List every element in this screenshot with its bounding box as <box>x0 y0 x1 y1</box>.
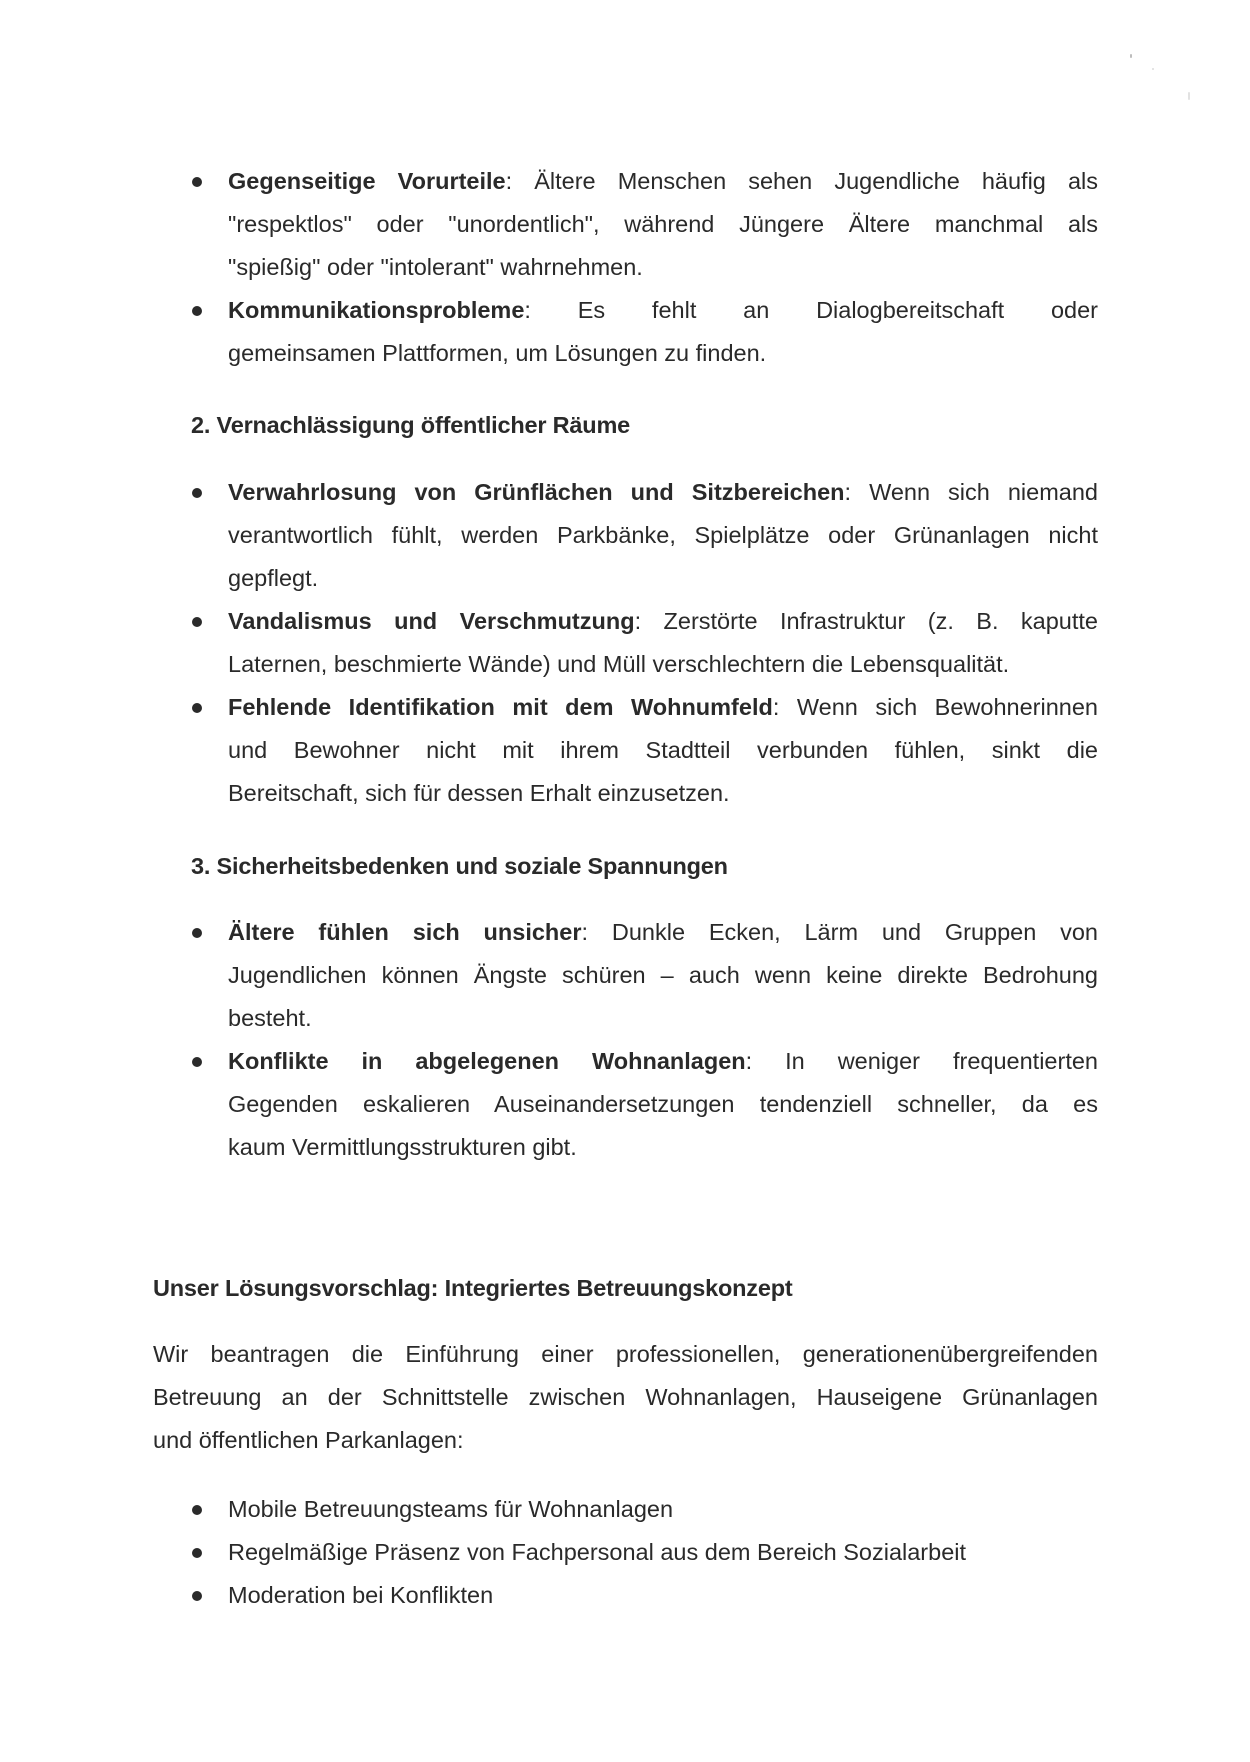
bullet-bold-term: Verwahrlosung von Grünflächen und Sitzbereichen <box>228 479 845 505</box>
text-line: kaum Vermittlungsstrukturen gibt. <box>228 1134 577 1160</box>
scan-artifact <box>1152 68 1154 70</box>
text-line: Gegenseitige Vorurteile: Ältere Menschen sehen Jugendliche häufig als <box>228 168 1099 194</box>
text-line: Konflikte in abgelegenen Wohnanlagen: In weniger frequentierten <box>228 1048 1098 1074</box>
text-line: Ältere fühlen sich unsicher: Dunkle Ecken, Lärm und Gruppen von <box>228 919 1099 945</box>
text-line: verantwortlich fühlt, werden Parkbänke, Spielplätze oder Grünanlagen nicht <box>228 522 1098 548</box>
bullet-bold-term: Konflikte in abgelegenen Wohnanlagen <box>228 1048 746 1074</box>
bullet-icon <box>192 1591 202 1601</box>
bullet-icon <box>192 1057 202 1067</box>
text-line: Gegenden eskalieren Auseinandersetzungen tendenziell schneller, da es <box>228 1091 1098 1117</box>
text-line: Laternen, beschmierte Wände) und Müll verschlechtern die Lebensqualität. <box>228 651 1010 677</box>
bullet-icon <box>192 928 202 938</box>
bullet-bold-term: Gegenseitige Vorurteile <box>228 168 506 194</box>
bullet-icon <box>192 1548 202 1558</box>
bullet-icon <box>192 617 202 627</box>
text-line: Fehlende Identifikation mit dem Wohnumfeld: Wenn sich Bewohnerinnen <box>228 694 1098 720</box>
bullet-bold-term: Vandalismus und Verschmutzung <box>228 608 635 634</box>
text-line: und öffentlichen Parkanlagen: <box>153 1427 464 1453</box>
proposal-paragraph <box>153 1333 1098 1462</box>
bullet-icon <box>192 488 202 498</box>
section-heading-2: 2. Vernachlässigung öffentlicher Räume <box>191 412 631 438</box>
text-line: Jugendlichen können Ängste schüren – auch wenn keine direkte Bedrohung <box>228 962 1098 988</box>
text-line: Kommunikationsprobleme: Es fehlt an Dialogbereitschaft oder <box>228 297 1098 323</box>
bullet-icon <box>192 306 202 316</box>
text-line: Mobile Betreuungsteams für Wohnanlagen <box>228 1496 674 1522</box>
text-line: gemeinsamen Plattformen, um Lösungen zu finden. <box>228 340 767 366</box>
text-line: besteht. <box>228 1005 312 1031</box>
bullet-icon <box>192 1505 202 1515</box>
text-line: Bereitschaft, sich für dessen Erhalt einzusetzen. <box>228 780 730 806</box>
text-line: Betreuung an der Schnittstelle zwischen Wohnanlagen, Hauseigene Grünanlagen <box>153 1384 1098 1410</box>
text-line: Wir beantragen die Einführung einer professionellen, generationenübergreifenden <box>153 1341 1098 1367</box>
bullet-icon <box>192 703 202 713</box>
bullet-bold-term: Fehlende Identifikation mit dem Wohnumfeld <box>228 694 773 720</box>
scan-artifact <box>1130 54 1132 58</box>
scan-artifact <box>1188 92 1190 100</box>
bullet-icon <box>192 177 202 187</box>
text-line: "respektlos" oder "unordentlich", während Jüngere Ältere manchmal als <box>228 211 1098 237</box>
text-line: Regelmäßige Präsenz von Fachpersonal aus dem Bereich Sozialarbeit <box>228 1539 967 1565</box>
text-line: Vandalismus und Verschmutzung: Zerstörte Infrastruktur (z. B. kaputte <box>228 608 1098 634</box>
text-line: gepflegt. <box>228 565 319 591</box>
proposal-heading: Unser Lösungsvorschlag: Integriertes Betreuungskonzept <box>153 1275 793 1301</box>
text-line: Moderation bei Konflikten <box>228 1582 494 1608</box>
text-line: Verwahrlosung von Grünflächen und Sitzbereichen: Wenn sich niemand <box>228 479 1098 505</box>
text-line: "spießig" oder "intolerant" wahrnehmen. <box>228 254 643 280</box>
text-line: und Bewohner nicht mit ihrem Stadtteil verbunden fühlen, sinkt die <box>228 737 1098 763</box>
bullet-bold-term: Ältere fühlen sich unsicher <box>228 919 582 945</box>
bullet-bold-term: Kommunikationsprobleme <box>228 297 525 323</box>
section-heading-3: 3. Sicherheitsbedenken und soziale Spannungen <box>191 853 728 879</box>
